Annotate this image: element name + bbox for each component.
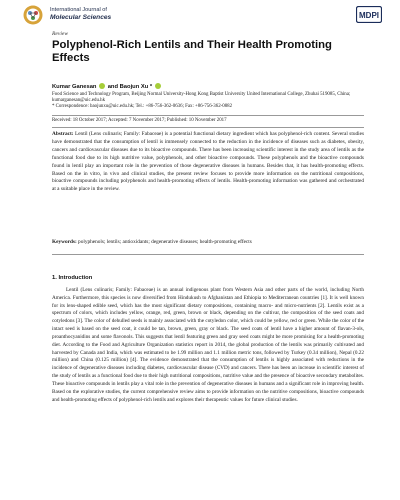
abstract-label: Abstract:: [52, 131, 74, 137]
section-title: 1. Introduction: [52, 275, 93, 281]
article-type: Review: [52, 31, 69, 37]
journal-logo-icon: [22, 4, 44, 26]
orcid-icon[interactable]: [155, 83, 161, 89]
journal-name-line1: International Journal of: [50, 7, 107, 13]
orcid-icon[interactable]: [99, 83, 105, 89]
keywords-text: polyphenols; lentils; antioxidants; degenerative diseases; health-promoting effects: [78, 239, 252, 245]
affiliation: [52, 92, 352, 111]
author-list: Kumar Ganesan and Baojun Xu *: [52, 83, 162, 90]
keywords: [52, 239, 364, 245]
divider: [52, 127, 364, 128]
mdpi-logo: [356, 6, 382, 23]
affiliation-text: Food Science and Technology Program, Beijing Normal University-Hong Kong Baptist University United International College, Zhuhai 519085, China; kumarganesan@uic.edu.hk: [52, 92, 351, 104]
abstract: [52, 131, 364, 194]
divider: [52, 115, 364, 116]
journal-header: [22, 4, 382, 32]
journal-name-line2: Molecular Sciences: [50, 14, 112, 21]
divider: [52, 254, 364, 255]
journal-name: [50, 7, 111, 21]
abstract-text: Lentil (Lens culinaris; Family: Fabaceae) is a potential functional dietary ingredient which has polyphenol-rich content. Several studies have demonstrated that the consumption of lentil is immensely connected to the reduction in the incidence of diseases such as diabetes, obesity, cancers and cardiovascular diseases due to its bioactive compounds. There has been increasing scientific interest in the study area of lentils as the functional food due to its high nutritive value, polyphenols, and other bioactive compounds. These polyphenols and the bioactive compounds found in lentil play an important role in the prevention of those degenerative diseases in humans. Besides that, it has health-promoting effects. Based on the in vitro, in vivo and clinical studies, the present review focuses to provide more information on the nutritional compositions, bioactive compounds including polyphenols and health-promoting effects of lentils. Health-promoting information was gathered and orchestrated at a suitable place in the review.: [52, 131, 365, 193]
paragraph-text: Lentil (Lens culinaris; Family: Fabaceae) is an annual indigenous plant from Western Asia and other parts of the world, including North America. Furthermore, this species is now diversified from Hindukush to Afghanistan and Ethiopia to Mediterranean countries [1]. It is well known for its lens-shaped edible seed, which has the most significant dietary compositions, containing macro- and micro-nutrients [2]. Lentils exist as a spectrum of colors, which includes yellow, orange, red, green, brown or black, depending on the cultivar, the composition of the seed coats and cotyledons [3]. The color of dehulled seeds is mainly associated with the cotyledon color, which could be yellow, red or green. While the color of the intact seed is based on the seed coat, it could be tan, brown, green, gray or black. The seed coats of lentil have a higher amount of flavan-3-ols, proanthocyanidins and some flavonols. This suggests that lentil featuring green and gray seed coats might be more promising for a health-promoting diet. According to the Food and Agriculture Organization statistics report in 2014, the global production of the lentils was primarily cultivated and harvested by Canada and India, which was estimated to be 1.99 million and 1.1 million metric tons, followed by Turkey (0.34 million), Nepal (0.22 million) and China (0.125 million) [4]. The evidence demonstrated that the consumption of lentils is highly associated with reductions in the incidence of degenerative diseases including diabetes, cardiovascular disease (CVD) and cancers. There has been an increase in scientific interest of the study of lentils as a functional food due to their high nutritional compositions, nutritive value and the presence of bioactive secondary metabolites. These bioactive compounds in lentils play a vital role in the prevention of degenerative diseases in humans and a significant role in improving health. Based on the explorative studies, the current comprehensive review aims to provide information on the nutritive compositions, bioactive compounds and health-promoting effects of polyphenol-rich lentils and explores their therapeutic values for future clinical studies.: [52, 287, 364, 403]
mdpi-logo-text: MDPI: [359, 10, 379, 20]
article-title: Polyphenol-Rich Lentils and Their Health Promoting Effects: [52, 39, 332, 64]
section-paragraph: [52, 287, 364, 404]
correspondence: * Correspondence: baojunxu@uic.edu.hk; Tel.: +86-756-362-0636; Fax: +86-756-362-0882: [52, 104, 233, 110]
author-name: Baojun Xu *: [119, 84, 153, 90]
keywords-label: Keywords:: [52, 239, 77, 245]
publication-dates: Received: 18 October 2017; Accepted: 7 November 2017; Published: 10 November 2017: [52, 118, 227, 123]
author-name: Kumar Ganesan: [52, 84, 97, 90]
